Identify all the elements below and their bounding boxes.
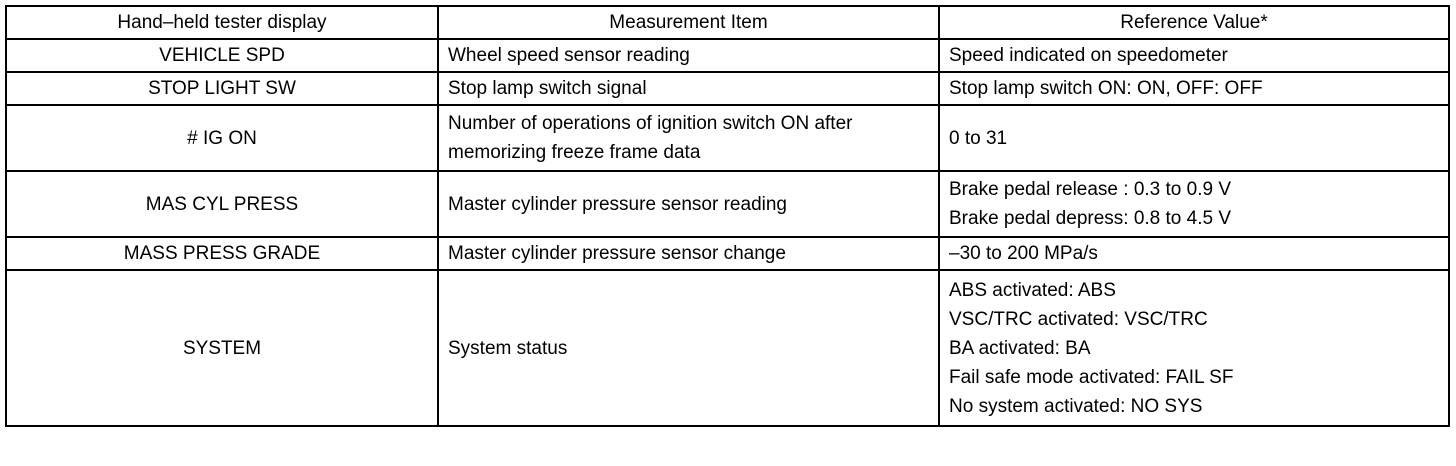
table-row [6,171,1449,237]
tester-display-cell: STOP LIGHT SW [6,72,438,105]
measurement-item-text: Wheel speed sensor reading [448,45,690,66]
reference-value-text: 0 to 31 [949,127,1008,149]
header-measurement-item: Measurement Item [438,6,939,39]
reference-value-cell [939,237,1449,270]
measurement-item-cell [438,39,939,72]
reference-value-text: Brake pedal depress: 0.8 to 4.5 V [949,208,1232,229]
reference-value-text: No system activated: NO SYS [949,395,1203,417]
measurement-item-cell [438,105,939,171]
measurement-item-text: memorizing freeze frame data [448,142,701,163]
measurement-item-text: Master cylinder pressure sensor change [448,243,786,264]
measurement-item-text: Stop lamp switch signal [448,78,647,99]
table-row [6,270,1449,426]
measurement-item-text: Master cylinder pressure sensor reading [448,193,787,215]
tester-display-cell: # IG ON [6,105,438,171]
tester-display-cell: MASS PRESS GRADE [6,237,438,270]
reference-value-text: ABS activated: ABS [949,279,1116,301]
measurement-item-cell [438,237,939,270]
measurement-item-cell [438,171,939,237]
table-row [6,72,1449,105]
tester-display-cell: MAS CYL PRESS [6,171,438,237]
measurement-item-text: System status [448,337,568,359]
tester-display-cell: VEHICLE SPD [6,39,438,72]
reference-value-text: BA activated: BA [949,337,1091,359]
header-tester-display: Hand–held tester display [6,6,438,39]
reference-value-cell [939,270,1449,426]
measurement-item-cell [438,270,939,426]
tester-display-cell: SYSTEM [6,270,438,426]
reference-value-text: Stop lamp switch ON: ON, OFF: OFF [949,78,1263,99]
reference-value-cell [939,72,1449,105]
reference-value-cell [939,105,1449,171]
reference-value-cell [939,171,1449,237]
header-row [6,6,1449,39]
measurement-item-cell [438,72,939,105]
reference-value-text: Brake pedal release : 0.3 to 0.9 V [949,179,1232,200]
reference-value-table [5,5,1450,427]
header-reference-value: Reference Value* [939,6,1449,39]
measurement-item-text: Number of operations of ignition switch ON after [448,113,853,134]
table-row [6,39,1449,72]
reference-value-text: Speed indicated on speedometer [949,45,1228,66]
reference-value-cell [939,39,1449,72]
reference-value-text: VSC/TRC activated: VSC/TRC [949,308,1208,330]
reference-value-text: –30 to 200 MPa/s [949,243,1098,264]
table-row [6,237,1449,270]
table-row [6,105,1449,171]
reference-value-text: Fail safe mode activated: FAIL SF [949,366,1234,388]
